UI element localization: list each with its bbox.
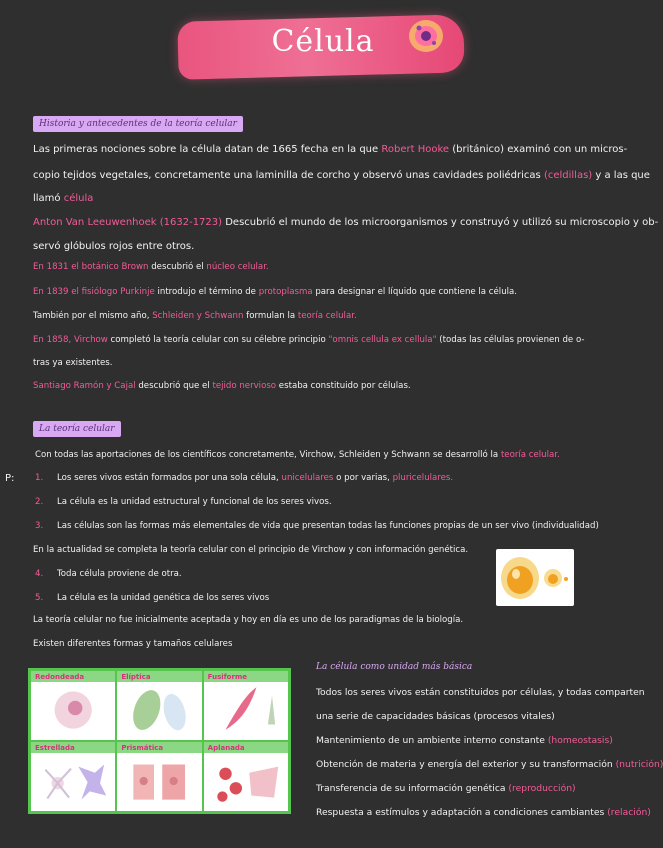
table-cell-label: Estrellada <box>35 744 75 752</box>
unit-line <box>316 806 651 819</box>
theory-point-highlight: pluricelulares. <box>392 473 454 483</box>
theory-point-text: La célula es la unidad genética de los seres vivos <box>57 593 270 603</box>
history-text-segment: servó glóbulos rojos entre otros. <box>33 241 195 252</box>
history-highlight: Robert Hooke <box>381 144 450 155</box>
table-cell <box>30 670 116 741</box>
theory-intro-highlight: teoría celular. <box>500 450 560 460</box>
theory-intro-text: Con todas las aportaciones de los científicos concretamente, Virchow, Schleiden y Schwann se desarrolló la <box>35 450 501 460</box>
table-cell <box>116 670 202 741</box>
unit-section-label: La célula como unidad más básica <box>316 662 473 672</box>
theory-point-text: La célula es la unidad estructural y funcional de los seres vivos. <box>57 497 332 507</box>
theory-point-text: o por varias, <box>333 473 393 483</box>
theory-point <box>35 592 269 605</box>
history-line <box>33 310 357 323</box>
cell-forms-table <box>28 668 291 814</box>
theory-p-marker: P: <box>5 473 15 484</box>
history-highlight: célula <box>63 193 94 204</box>
history-highlight: tejido nervioso <box>212 381 277 391</box>
unit-line-highlight: (relación) <box>607 807 651 818</box>
unit-line-text: Obtención de materia y energía del exterior y su transformación <box>316 759 616 770</box>
theory-closing: La teoría celular no fue inicialmente aceptada y hoy en día es uno de los paradigmas de la biología. <box>33 615 464 625</box>
history-text-segment: estaba constituido por células. <box>276 381 411 391</box>
table-cell <box>203 741 289 812</box>
history-highlight: En 1831 el botánico Brown <box>33 262 149 272</box>
history-line <box>33 143 627 156</box>
history-line <box>33 380 411 393</box>
history-highlight: teoría celular. <box>297 311 357 321</box>
star-cell-illustration <box>37 754 109 806</box>
egg-cell-image <box>496 549 574 606</box>
table-cell-label: Redondeada <box>35 673 85 681</box>
table-cell <box>203 670 289 741</box>
flattened-cell-illustration <box>210 754 282 806</box>
history-text-segment: copio tejidos vegetales, concretamente una laminilla de corcho y observó unas cavidades poliédricas <box>33 170 544 181</box>
unit-line <box>316 782 576 795</box>
history-text-segment: (todas las células provienen de o- <box>436 335 585 345</box>
theory-point <box>35 472 453 485</box>
theory-point-number: 3. <box>35 521 44 531</box>
history-text-segment: para designar el líquido que contiene la célula. <box>312 287 518 297</box>
theory-point-text: Toda célula proviene de otra. <box>57 569 182 579</box>
forms-line: Existen diferentes formas y tamaños celulares <box>33 639 233 649</box>
unit-line-text: una serie de capacidades básicas (procesos vitales) <box>316 711 555 722</box>
history-line <box>33 286 517 299</box>
theory-point <box>35 568 182 581</box>
history-line <box>33 261 269 274</box>
history-line <box>33 192 93 205</box>
history-highlight: Anton Van Leeuwenhoek (1632-1723) <box>33 217 223 228</box>
unit-line-highlight: (homeostasis) <box>547 735 613 746</box>
unit-line-highlight: (reproducción) <box>508 783 576 794</box>
history-text-segment: completó la teoría celular con su célebre principio <box>107 335 329 345</box>
history-text-segment: y a las que <box>592 170 650 181</box>
theory-point-text: Las células son las formas más elementales de vida que presentan todas las funciones propias de un ser vivo (individualidad) <box>57 521 599 531</box>
table-cell-label: Aplanada <box>207 744 245 752</box>
history-text-segment: formulan la <box>243 311 298 321</box>
unit-line-text: Respuesta a estímulos y adaptación a condiciones cambiantes <box>316 807 608 818</box>
theory-section-label: La teoría celular <box>33 421 121 437</box>
table-cell-label: Fusiforme <box>207 673 247 681</box>
theory-point-number: 1. <box>35 473 44 483</box>
history-line <box>33 240 194 253</box>
theory-point-number: 2. <box>35 497 44 507</box>
history-line <box>33 334 584 347</box>
theory-point-number: 5. <box>35 593 44 603</box>
history-text-segment: También por el mismo año, <box>33 311 153 321</box>
history-highlight: (celdillas) <box>543 170 593 181</box>
history-text-segment: tras ya existentes. <box>33 358 113 368</box>
history-highlight: Santiago Ramón y Cajal <box>33 381 136 391</box>
round-cell-illustration <box>37 683 109 735</box>
history-text-segment: descubrió el <box>148 262 207 272</box>
page-title: Célula <box>271 24 375 59</box>
table-cell <box>116 741 202 812</box>
unit-line <box>316 758 663 771</box>
theory-point <box>35 496 332 509</box>
prismatic-cell-illustration <box>123 754 195 806</box>
history-text-segment: Las primeras nociones sobre la célula datan de 1665 fecha en la que <box>33 144 382 155</box>
history-text-segment: Descubrió el mundo de los microorganismos y construyó y utilizó su microscopio y ob- <box>222 217 659 228</box>
history-text-segment: (británico) examinó con un micros- <box>449 144 628 155</box>
table-cell-label: Prismática <box>121 744 164 752</box>
history-text-segment: llamó <box>33 193 64 204</box>
history-text-segment: introdujo el término de <box>154 287 259 297</box>
unit-line-highlight: (nutrición) <box>615 759 663 770</box>
theory-point-number: 4. <box>35 569 44 579</box>
history-text-segment: descubrió que el <box>135 381 213 391</box>
theory-point <box>35 520 599 533</box>
egg-cell-illustration <box>496 549 574 606</box>
unit-line <box>316 734 613 747</box>
history-highlight: núcleo celular. <box>206 262 269 272</box>
unit-line-text: Todos los seres vivos están constituidos por células, y todas comparten <box>316 687 645 698</box>
theory-point-text: Los seres vivos están formados por una sola célula, <box>57 473 282 483</box>
unit-line <box>316 710 555 723</box>
history-highlight: protoplasma <box>258 287 313 297</box>
elliptical-cell-illustration <box>123 683 195 735</box>
unit-line-text: Transferencia de su información genética <box>316 783 509 794</box>
history-line <box>33 216 658 229</box>
theory-point-highlight: unicelulares <box>281 473 334 483</box>
history-line <box>33 169 650 182</box>
fusiform-cell-illustration <box>210 683 282 735</box>
table-cell-label: Elíptica <box>121 673 151 681</box>
theory-intro <box>35 449 560 462</box>
history-line <box>33 357 113 370</box>
history-highlight: "omnis cellula ex cellula" <box>328 335 437 345</box>
table-cell <box>30 741 116 812</box>
history-highlight: En 1858, Virchow <box>33 335 108 345</box>
cell-icon <box>404 14 448 58</box>
history-highlight: Schleiden y Schwann <box>152 311 244 321</box>
history-highlight: En 1839 el fisiólogo Purkinje <box>33 287 155 297</box>
unit-line-text: Mantenimiento de un ambiente interno constante <box>316 735 548 746</box>
theory-actuality: En la actualidad se completa la teoría celular con el principio de Virchow y con información genética. <box>33 545 469 555</box>
history-section-label: Historia y antecedentes de la teoría celular <box>33 116 243 132</box>
unit-line <box>316 686 645 699</box>
